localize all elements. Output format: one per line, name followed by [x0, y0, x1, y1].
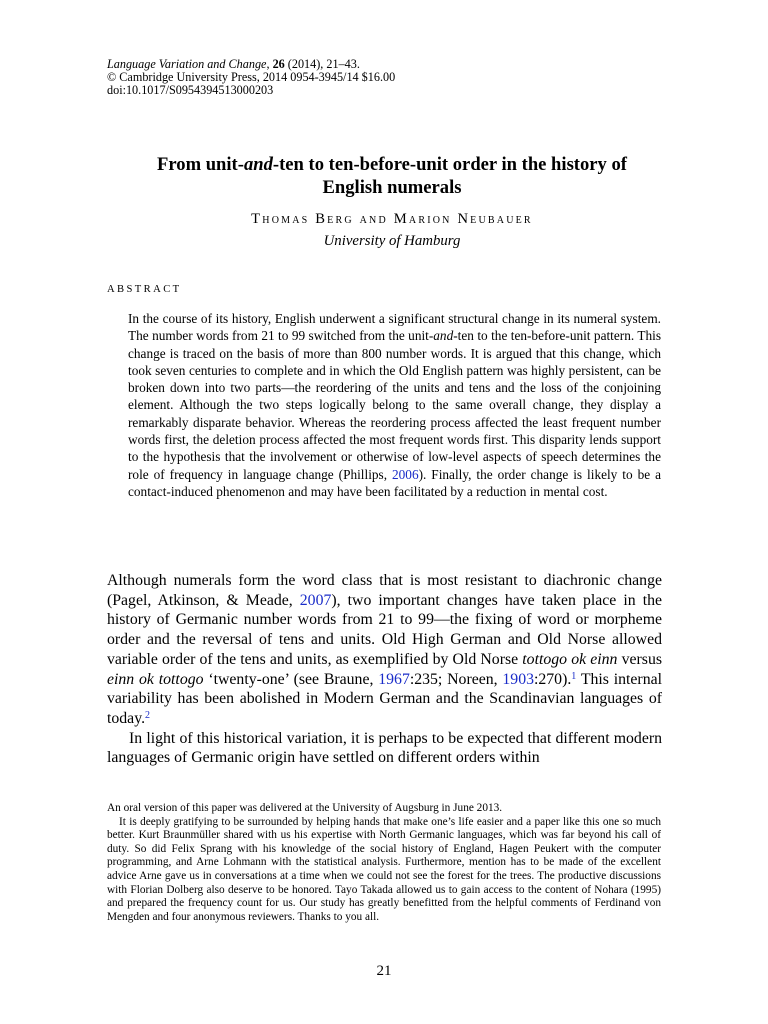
example-old-norse-1: tottogo ok einn: [522, 650, 618, 668]
abstract-heading: ABSTRACT: [107, 284, 182, 295]
author-affiliation: University of Hamburg: [323, 233, 461, 249]
title-line-1: [100, 153, 684, 176]
body-paragraph-2: In light of this historical variation, it is perhaps to be expected that different modern languages of Germanic origin have settled on different orders within: [107, 729, 662, 767]
journal-year-pages: (2014), 21–43.: [284, 57, 360, 71]
author-names: Thomas Berg and Marion Neubauer: [251, 211, 533, 227]
citation-link-noreen-1903[interactable]: 1903: [502, 670, 534, 688]
page-number: 21: [376, 963, 392, 979]
journal-header: [107, 58, 395, 97]
footnotes: [107, 802, 661, 924]
citation-link-braune-1967[interactable]: 1967: [378, 670, 410, 688]
abstract-part-3: ). Finally, the order change is likely to be a contact-induced phenomenon and may have been facilitated by a reduction in mental cost.: [128, 466, 662, 499]
title-italic: and: [243, 154, 273, 175]
citation-link-pagel-2007[interactable]: 2007: [299, 591, 332, 609]
body-paragraph-1: [107, 571, 662, 729]
footnote-oral-version: An oral version of this paper was delivered at the University of Augsburg in June 2013.: [107, 802, 503, 814]
title-line-2: English numerals: [322, 177, 462, 198]
body-text-run: :270).: [534, 670, 572, 688]
article-body: [107, 571, 662, 768]
example-old-norse-2: einn ok tottogo: [107, 670, 204, 688]
doi-line: doi:10.1017/S0954394513000203: [107, 83, 274, 97]
abstract-italic: and: [433, 328, 454, 344]
title-part-1: From unit-: [157, 154, 244, 175]
journal-volume: 26: [272, 57, 285, 71]
body-text-run: :235; Noreen,: [409, 670, 503, 688]
abstract-part-2: -ten to the ten-before-unit pattern. This change is traced on the basis of more than 800 number words. It is argued that this change, which took seven centuries to complete and in which the Old English pattern was highly persistent, can be broken down into two parts—the reordering of the units and tens and the loss of the conjoining element. Although the two steps logically belong to the same overall change, they display a remarkably disparate behavior. Whereas the reordering process affected the least frequent number words first, the deletion process affected the most frequent words first. This disparity lends support to the hypothesis that the involvement or otherwise of low-level aspects of speech determines the role of frequency in language change (Phillips,: [128, 328, 661, 482]
title-part-3: -ten to ten-before-unit order in the history of: [272, 154, 627, 175]
footnote-acknowledgments: It is deeply gratifying to be surrounded by helping hands that make one’s life easier and a paper like this one so much better. Kurt Braunmüller shared with us his expertise with North Germanic languages, which was far beyond his call of duty. So did Felix Sprang with his knowledge of the social history of England, Hagen Peukert with the computer programming, and Arne Lohmann with the statistical analysis. Furthermore, mention has to be made of the excellent advice Arne gave us in conversations at a time when we could not see the forest for the trees. The productive discussions with Florian Dolberg also deserve to be honored. Tayo Takada allowed us to gain access to the content of Nohara (1995) and prepared the frequency count for us. Our study has greatly benefitted from the helpful comments of Ferdinand von Mengden and four anonymous reviewers. Thanks to you all.: [107, 815, 661, 923]
article-title: [100, 153, 684, 199]
footnote-ref-2[interactable]: 2: [145, 709, 151, 721]
citation-link-phillips-2006[interactable]: 2006: [392, 466, 419, 482]
body-text-run: Although numerals form the word class that is most resistant to diachronic change (Pagel, Atkinson, & Meade,: [107, 572, 662, 609]
citation-line: Language Variation and Change, 26 (2014), 21–43.: [107, 57, 360, 71]
body-text-run: This internal variability has been abolished in Modern German and the Scandinavian languages of today.: [107, 670, 662, 727]
body-text-run: ), two important changes have taken place in the history of Germanic number words from 21 to 99—the fixing of word or morpheme order and the reversal of tens and units. Old High German and Old Norse allowed variable order of the tens and units, as exemplified by Old Norse: [107, 591, 663, 668]
body-text-run: versus: [617, 650, 662, 668]
abstract-text: [128, 310, 661, 500]
abstract-part-1: In the course of its history, English underwent a significant structural change in its numeral system. The number words from 21 to 99 switched from the unit-: [128, 311, 661, 344]
footnote-ref-1[interactable]: 1: [571, 670, 577, 682]
journal-name: Language Variation and Change: [107, 57, 267, 71]
copyright-line: © Cambridge University Press, 2014 0954-3945/14 $16.00: [107, 70, 396, 84]
body-text-run: ‘twenty-one’ (see Braune,: [203, 670, 379, 688]
